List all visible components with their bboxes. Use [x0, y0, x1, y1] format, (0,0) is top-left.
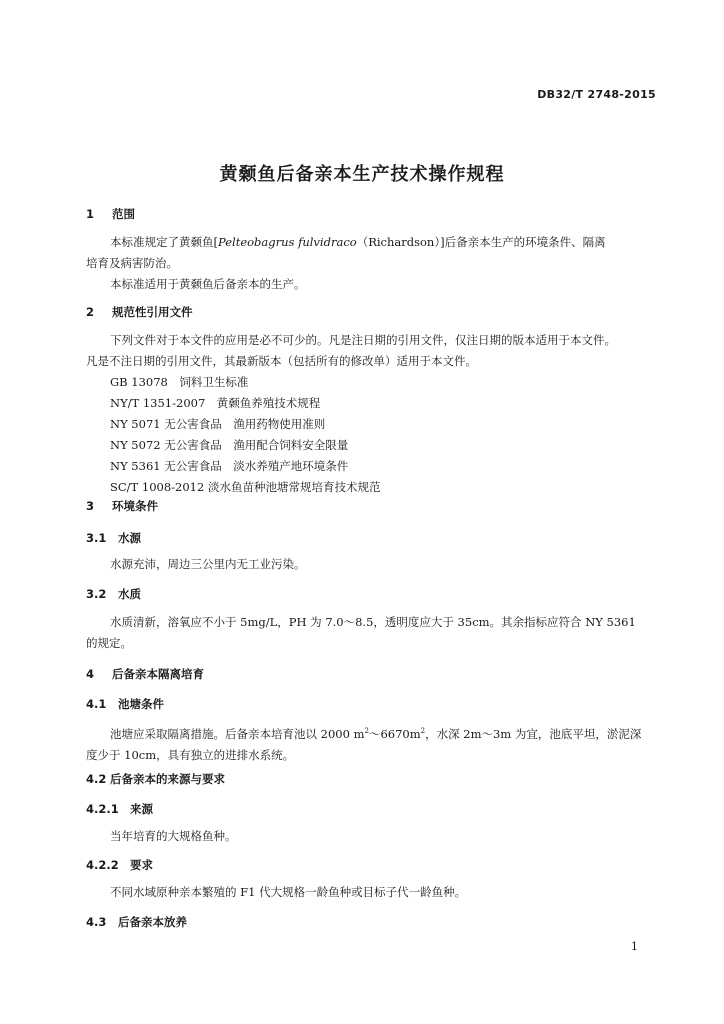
section-title: 后备亲本的来源与要求	[110, 772, 225, 786]
text-line	[86, 721, 656, 745]
section-4-2-2-paragraph	[86, 882, 656, 903]
section-number: 4	[86, 667, 95, 681]
superscript: 2	[364, 727, 369, 735]
standard-code: DB32/T 2748-2015	[537, 88, 656, 101]
section-1-paragraph	[86, 232, 656, 295]
page-number: 1	[631, 940, 638, 953]
section-3-1-paragraph	[86, 554, 656, 575]
section-4-1-heading	[86, 696, 164, 712]
normative-references-list	[110, 372, 380, 498]
text-line	[86, 232, 656, 253]
section-number: 3	[86, 499, 95, 513]
reference-item: SC/T 1008-2012 淡水鱼苗种池塘常规培育技术规范	[110, 480, 381, 494]
text-span: 池塘应采取隔离措施。后备亲本培育池以 2000 m	[110, 726, 365, 741]
text-line: 不同水域原种亲本繁殖的 F1 代大规格一龄鱼种或目标子代一龄鱼种。	[110, 885, 467, 899]
reference-item: NY 5361 无公害食品 淡水养殖产地环境条件	[110, 459, 349, 473]
section-number: 4.3	[86, 915, 107, 929]
section-number: 1	[86, 207, 95, 221]
superscript: 2	[420, 727, 426, 735]
reference-item: GB 13078 饲料卫生标准	[110, 375, 249, 389]
section-title: 规范性引用文件	[112, 305, 193, 319]
section-4-2-1-heading	[86, 801, 153, 817]
section-3-heading	[86, 498, 158, 514]
reference-item: NY 5071 无公害食品 渔用药物使用准则	[110, 417, 326, 431]
section-4-2-heading	[86, 771, 225, 787]
section-number: 2	[86, 305, 95, 319]
section-number: 4.2.1	[86, 802, 119, 816]
section-2-paragraph	[86, 330, 656, 372]
text-line: 水源充沛，周边三公里内无工业污染。	[110, 557, 306, 571]
text-span: （Richardson）]后备亲本生产的环境条件、隔离	[356, 235, 606, 249]
section-title: 来源	[130, 802, 153, 816]
section-title: 要求	[130, 858, 153, 872]
section-4-2-1-paragraph	[86, 826, 656, 847]
reference-item: NY 5072 无公害食品 渔用配合饲料安全限量	[110, 438, 349, 452]
text-line: 水质清新，溶氧应不小于 5mg/L，PH 为 7.0～8.5，透明度应大于 35cm。其余指标应符合 NY 5361	[110, 615, 636, 629]
section-3-2-paragraph	[86, 612, 656, 654]
section-4-2-2-heading	[86, 857, 153, 873]
section-title: 水质	[118, 587, 141, 601]
text-line: 当年培育的大规格鱼种。	[110, 829, 237, 843]
reference-item: NY/T 1351-2007 黄颡鱼养殖技术规程	[110, 396, 321, 410]
text-line: 培育及病害防治。	[86, 256, 178, 270]
section-1-heading	[86, 206, 135, 222]
section-title: 池塘条件	[118, 697, 164, 711]
section-title: 后备亲本隔离培育	[112, 667, 204, 681]
section-number: 4.1	[86, 697, 107, 711]
section-title: 后备亲本放养	[118, 915, 187, 929]
text-line: 的规定。	[86, 636, 132, 650]
latin-name: Pelteobagrus fulvidraco	[218, 235, 357, 249]
section-4-heading	[86, 666, 204, 682]
text-span: ～6670m	[368, 726, 421, 741]
document-title: 黄颡鱼后备亲本生产技术操作规程	[219, 164, 505, 185]
section-number: 4.2	[86, 772, 107, 786]
section-number: 3.2	[86, 587, 107, 601]
section-title: 水源	[118, 531, 141, 545]
text-line: 本标准适用于黄颡鱼后备亲本的生产。	[110, 277, 306, 291]
section-4-3-heading	[86, 914, 187, 930]
section-number: 3.1	[86, 531, 107, 545]
section-title: 环境条件	[112, 499, 158, 513]
section-2-heading	[86, 304, 193, 320]
text-span: 本标准规定了黄颡鱼[	[110, 235, 218, 249]
section-3-2-heading	[86, 586, 141, 602]
section-title: 范围	[112, 207, 135, 221]
section-number: 4.2.2	[86, 858, 119, 872]
text-span: ，水深 2m～3m 为宜，池底平坦，淤泥深	[425, 726, 642, 741]
text-line: 度少于 10cm，具有独立的进排水系统。	[86, 747, 295, 762]
section-3-1-heading	[86, 530, 141, 546]
section-4-1-paragraph	[86, 721, 656, 766]
text-line: 凡是不注日期的引用文件，其最新版本（包括所有的修改单）适用于本文件。	[86, 354, 477, 368]
text-line: 下列文件对于本文件的应用是必不可少的。凡是注日期的引用文件，仅注日期的版本适用于本文件。	[110, 333, 616, 347]
